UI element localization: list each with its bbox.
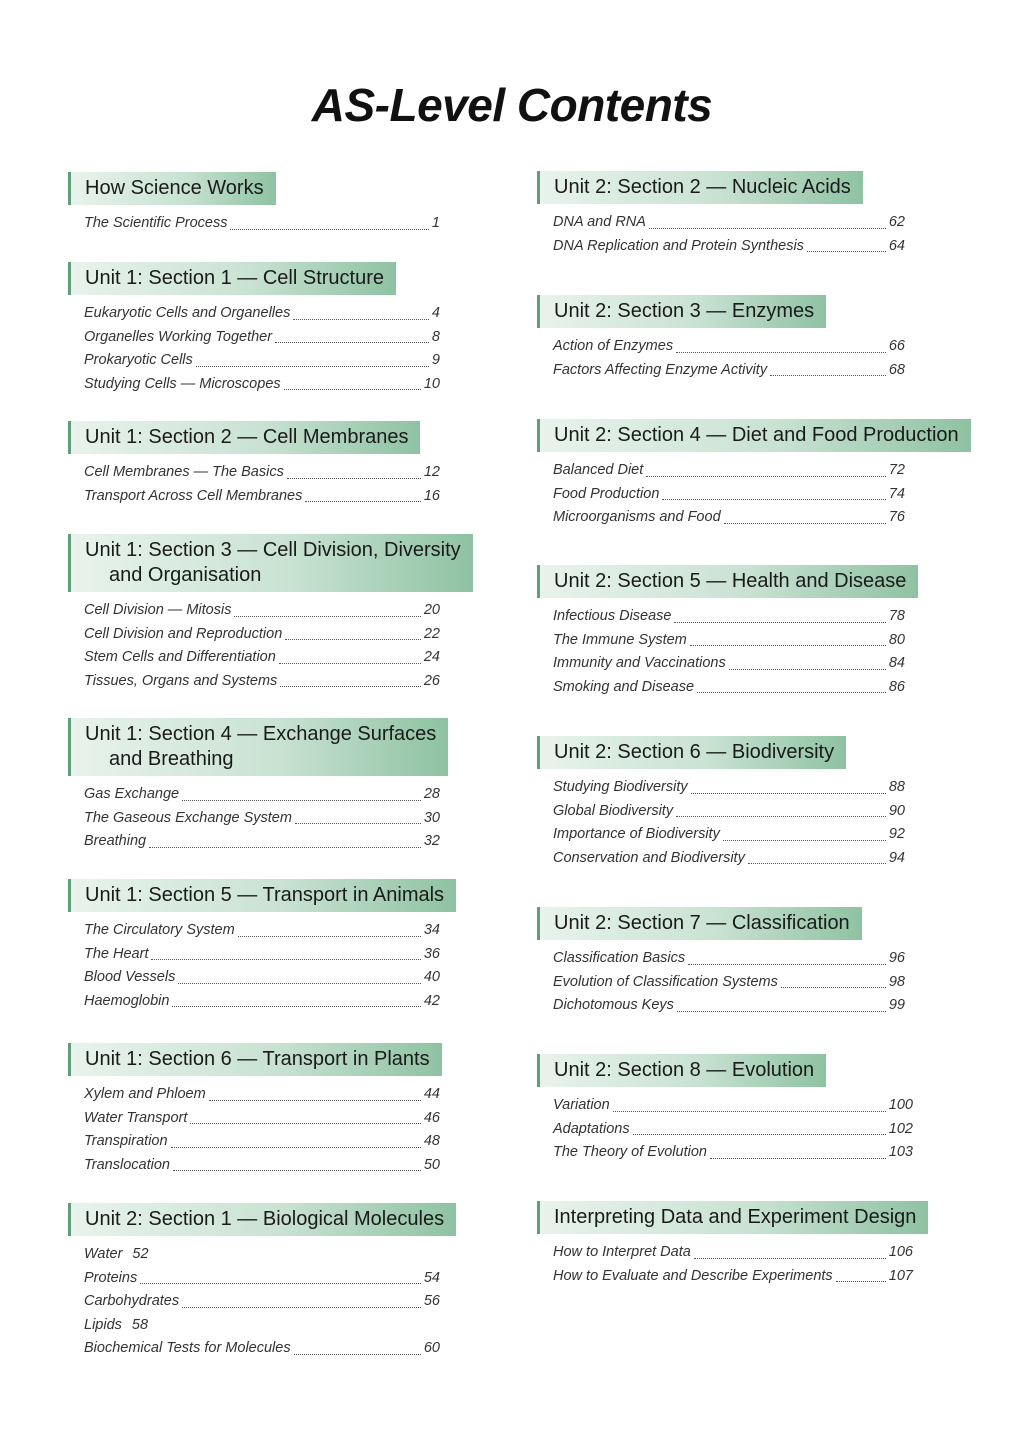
entry-title: The Scientific Process (84, 215, 228, 231)
toc-entry[interactable] (553, 359, 905, 383)
entry-title: Lipids (84, 1316, 122, 1333)
toc-section (68, 1203, 456, 1361)
dot-leader (836, 1281, 886, 1282)
entry-title: Adaptations (553, 1120, 630, 1137)
entry-title: Studying Biodiversity (553, 779, 688, 795)
entry-title: Haemoglobin (84, 992, 170, 1009)
dot-leader (234, 616, 420, 617)
toc-entry[interactable] (84, 1243, 440, 1267)
dot-leader (305, 501, 420, 502)
toc-section (68, 1043, 442, 1177)
entry-title: Studying Cells — Microscopes (84, 375, 281, 392)
page-number: 52 (132, 1246, 149, 1262)
page-number: 26 (423, 672, 440, 689)
entry-title: Gas Exchange (84, 786, 180, 802)
section-header (68, 1043, 442, 1076)
section-header (537, 1054, 826, 1087)
toc-entry[interactable] (553, 994, 905, 1018)
dot-leader (295, 823, 421, 824)
entry-title: Global Biodiversity (553, 802, 674, 819)
entry-title: Conservation and Biodiversity (553, 849, 745, 866)
toc-entry[interactable] (553, 1141, 913, 1165)
section-header-line: Unit 2: Section 7 — Classification (554, 912, 850, 934)
section-header-line: Unit 2: Section 8 — Evolution (554, 1059, 815, 1081)
entry-title: Action of Enzymes (553, 338, 674, 354)
page-number: 50 (423, 1156, 440, 1173)
page-number: 86 (888, 678, 905, 695)
section-header (537, 907, 862, 940)
dot-leader (677, 1011, 886, 1012)
page-number: 22 (423, 625, 440, 642)
entry-title: Xylem and Phloem (84, 1086, 206, 1102)
section-header-line: Unit 1: Section 3 — Cell Division, Diversity (85, 539, 461, 561)
dot-leader (172, 1006, 420, 1007)
page-number: 34 (423, 922, 440, 938)
dot-leader (230, 229, 428, 230)
section-header-line: Interpreting Data and Experiment Design (554, 1206, 917, 1228)
toc-section (68, 262, 440, 396)
section-header (68, 262, 396, 295)
toc-entry[interactable] (553, 605, 905, 629)
dot-leader (781, 987, 886, 988)
toc-section (68, 172, 440, 236)
entry-list (537, 1094, 913, 1165)
toc-entry[interactable] (553, 459, 905, 483)
page-number: 84 (888, 655, 905, 672)
toc-entry[interactable] (553, 652, 905, 676)
page-number: 106 (888, 1244, 913, 1260)
dot-leader (171, 1147, 421, 1148)
page-number: 8 (431, 328, 440, 345)
toc-section (537, 565, 918, 699)
page-number: 40 (423, 969, 440, 986)
page-number: 16 (423, 487, 440, 504)
toc-entry[interactable] (84, 1130, 440, 1154)
toc-section (537, 295, 905, 382)
page-number: 90 (888, 802, 905, 819)
dot-leader (284, 389, 421, 390)
toc-entry[interactable] (553, 506, 905, 530)
section-header-line: Unit 2: Section 2 — Nucleic Acids (554, 176, 851, 198)
dot-leader (729, 669, 886, 670)
toc-entry[interactable] (553, 211, 905, 235)
page-number: 28 (423, 786, 440, 802)
entry-title: Smoking and Disease (553, 678, 695, 695)
toc-entry[interactable] (553, 335, 905, 359)
entry-title: Organelles Working Together (84, 328, 273, 345)
toc-entry[interactable] (553, 629, 905, 653)
toc-entry[interactable] (84, 807, 440, 831)
entry-title: Factors Affecting Enzyme Activity (553, 361, 768, 378)
section-header (68, 718, 448, 776)
page-number: 44 (423, 1086, 440, 1102)
entry-list (68, 1083, 440, 1177)
section-header (68, 534, 473, 592)
entry-title: Cell Division and Reproduction (84, 625, 283, 642)
toc-section (68, 718, 448, 854)
toc-entry[interactable] (84, 1154, 440, 1178)
entry-list (68, 1243, 440, 1361)
dot-leader (280, 686, 421, 687)
toc-entry[interactable] (553, 971, 905, 995)
toc-entry[interactable] (553, 800, 905, 824)
entry-list (68, 212, 440, 236)
dot-leader (662, 499, 885, 500)
toc-section (537, 1201, 928, 1288)
toc-entry[interactable] (84, 783, 440, 807)
toc-entry[interactable] (84, 485, 440, 509)
dot-leader (190, 1123, 420, 1124)
page-number: 46 (423, 1109, 440, 1126)
toc-entry[interactable] (84, 646, 440, 670)
page-number: 20 (423, 602, 440, 618)
entry-title: The Heart (84, 945, 149, 962)
dot-leader (748, 863, 886, 864)
dot-leader (633, 1134, 886, 1135)
entry-title: Importance of Biodiversity (553, 826, 720, 843)
entry-title: Evolution of Classification Systems (553, 973, 778, 990)
dot-leader (238, 936, 421, 937)
entry-list (68, 461, 440, 508)
entry-title: Prokaryotic Cells (84, 352, 193, 369)
dot-leader (178, 983, 421, 984)
entry-list (537, 211, 905, 258)
toc-entry[interactable] (553, 947, 905, 971)
toc-entry[interactable] (84, 1083, 440, 1107)
section-header (68, 172, 276, 205)
section-header (68, 1203, 456, 1236)
toc-entry[interactable] (553, 823, 905, 847)
entry-title: Tissues, Organs and Systems (84, 672, 278, 689)
entry-title: Water (84, 1246, 123, 1262)
entry-title: Stem Cells and Differentiation (84, 649, 276, 666)
toc-entry[interactable] (553, 1241, 913, 1265)
page-number: 1 (431, 215, 440, 231)
dot-leader (613, 1111, 886, 1112)
entry-title: Microorganisms and Food (553, 509, 721, 526)
toc-entry[interactable] (84, 599, 440, 623)
dot-leader (688, 964, 886, 965)
dot-leader (646, 476, 886, 477)
toc-entry[interactable] (84, 966, 440, 990)
entry-title: Blood Vessels (84, 969, 176, 986)
toc-entry[interactable] (84, 1314, 440, 1338)
entry-title: Water Transport (84, 1109, 188, 1126)
toc-entry[interactable] (553, 676, 905, 700)
toc-section (68, 421, 440, 508)
dot-leader (676, 816, 886, 817)
toc-entry[interactable] (84, 212, 440, 236)
page-number: 56 (423, 1293, 440, 1310)
entry-title: Immunity and Vaccinations (553, 655, 726, 672)
entry-list (537, 335, 905, 382)
page-number: 64 (888, 237, 905, 254)
toc-entry[interactable] (84, 623, 440, 647)
page-number: 76 (888, 509, 905, 526)
section-header-continuation: and Breathing (109, 748, 234, 770)
toc-entry[interactable] (553, 1118, 913, 1142)
page-number: 58 (131, 1316, 149, 1333)
entry-title: Carbohydrates (84, 1293, 180, 1310)
toc-entry[interactable] (84, 349, 440, 373)
entry-title: Variation (553, 1097, 610, 1113)
dot-leader (676, 352, 886, 353)
entry-list (68, 599, 440, 693)
page-number: 10 (423, 375, 440, 392)
page-number: 68 (888, 361, 905, 378)
toc-entry[interactable] (84, 461, 440, 485)
section-header (537, 419, 971, 452)
entry-title: Translocation (84, 1156, 170, 1173)
section-header-line: Unit 2: Section 3 — Enzymes (554, 300, 815, 322)
entry-title: DNA Replication and Protein Synthesis (553, 237, 804, 254)
section-header-line: Unit 1: Section 1 — Cell Structure (85, 267, 385, 289)
page-number: 102 (888, 1120, 913, 1137)
page-number: 92 (888, 826, 905, 843)
entry-title: Cell Membranes — The Basics (84, 464, 284, 480)
section-header (537, 565, 918, 598)
toc-entry[interactable] (553, 776, 905, 800)
page-number: 88 (888, 779, 905, 795)
toc-section (537, 907, 905, 1018)
section-header-line: Unit 1: Section 2 — Cell Membranes (85, 426, 409, 448)
entry-title: Breathing (84, 833, 147, 850)
dot-leader (149, 847, 421, 848)
page-number: 42 (423, 992, 440, 1009)
page-number: 60 (423, 1340, 440, 1357)
dot-leader (710, 1158, 886, 1159)
entry-title: Food Production (553, 485, 660, 502)
toc-entry[interactable] (84, 670, 440, 694)
section-header (537, 1201, 928, 1234)
dot-leader (294, 1354, 421, 1355)
page-number: 66 (888, 338, 905, 354)
toc-entry[interactable] (84, 1107, 440, 1131)
dot-leader (691, 793, 886, 794)
dot-leader (182, 1307, 421, 1308)
entry-title: Cell Division — Mitosis (84, 602, 232, 618)
toc-section (537, 1054, 913, 1165)
toc-section (537, 171, 905, 258)
toc-entry[interactable] (84, 326, 440, 350)
entry-title: The Immune System (553, 631, 687, 648)
section-header-line: Unit 1: Section 4 — Exchange Surfaces (85, 723, 437, 745)
entry-title: How to Evaluate and Describe Experiments (553, 1267, 833, 1284)
section-header-line: Unit 2: Section 5 — Health and Disease (554, 570, 907, 592)
toc-entry[interactable] (553, 1094, 913, 1118)
dot-leader (196, 366, 429, 367)
entry-title: The Theory of Evolution (553, 1144, 707, 1161)
page-number: 32 (423, 833, 440, 850)
toc-section (68, 534, 473, 693)
page-number: 36 (423, 945, 440, 962)
dot-leader (279, 663, 421, 664)
entry-list (537, 1241, 913, 1288)
dot-leader (209, 1100, 421, 1101)
section-header (537, 736, 846, 769)
section-header (68, 879, 456, 912)
dot-leader (724, 523, 886, 524)
toc-section (68, 879, 456, 1013)
entry-title: Balanced Diet (553, 462, 644, 478)
toc-entry[interactable] (553, 1265, 913, 1289)
section-header (537, 171, 863, 204)
dot-leader (694, 1258, 886, 1259)
section-header-line: Unit 2: Section 1 — Biological Molecules (85, 1208, 445, 1230)
page-number: 24 (423, 649, 440, 666)
page-number: 72 (888, 462, 905, 478)
entry-title: Biochemical Tests for Molecules (84, 1340, 291, 1357)
dot-leader (770, 375, 886, 376)
entry-title: Transport Across Cell Membranes (84, 487, 303, 504)
dot-leader (151, 959, 420, 960)
entry-title: Dichotomous Keys (553, 997, 674, 1014)
section-header-line: How Science Works (85, 177, 264, 199)
dot-leader (173, 1170, 421, 1171)
entry-title: Classification Basics (553, 950, 686, 966)
toc-entry[interactable] (84, 1290, 440, 1314)
page-number: 99 (888, 997, 905, 1014)
page-number: 48 (423, 1133, 440, 1150)
entry-title: How to Interpret Data (553, 1244, 691, 1260)
dot-leader (649, 228, 886, 229)
entry-list (537, 459, 905, 530)
dot-leader (140, 1283, 421, 1284)
page-number: 107 (888, 1267, 913, 1284)
dot-leader (697, 692, 886, 693)
dot-leader (182, 800, 421, 801)
toc-entry[interactable] (84, 943, 440, 967)
page-number: 30 (423, 809, 440, 826)
section-header-line: Unit 1: Section 5 — Transport in Animals (85, 884, 445, 906)
section-header (68, 421, 420, 454)
page-number: 74 (888, 485, 905, 502)
section-header (537, 295, 826, 328)
entry-title: DNA and RNA (553, 214, 646, 230)
toc-entry[interactable] (553, 235, 905, 259)
dot-leader (674, 622, 885, 623)
page-number: 9 (431, 352, 440, 369)
entry-list (537, 605, 905, 699)
entry-title: Transpiration (84, 1133, 168, 1150)
toc-entry[interactable] (553, 847, 905, 871)
entry-list (537, 947, 905, 1018)
toc-entry[interactable] (84, 830, 440, 854)
dot-leader (275, 342, 429, 343)
page-number: 80 (888, 631, 905, 648)
dot-leader (690, 645, 886, 646)
entry-title: The Gaseous Exchange System (84, 809, 292, 826)
toc-entry[interactable] (84, 919, 440, 943)
entry-list (68, 783, 440, 854)
page-number: 12 (423, 464, 440, 480)
section-header-line: Unit 1: Section 6 — Transport in Plants (85, 1048, 430, 1070)
entry-list (68, 919, 440, 1013)
entry-title: Eukaryotic Cells and Organelles (84, 305, 291, 321)
page-number: 62 (888, 214, 905, 230)
toc-entry[interactable] (553, 483, 905, 507)
section-header-line: Unit 2: Section 6 — Biodiversity (554, 741, 835, 763)
entry-title: Infectious Disease (553, 608, 672, 624)
page-number: 4 (431, 305, 440, 321)
toc-entry[interactable] (84, 373, 440, 397)
page-number: 103 (888, 1144, 913, 1161)
section-header-line: Unit 2: Section 4 — Diet and Food Production (554, 424, 959, 446)
page-number: 98 (888, 973, 905, 990)
page-number: 96 (888, 950, 905, 966)
entry-list (537, 776, 905, 870)
dot-leader (285, 639, 421, 640)
page-number: 94 (888, 849, 905, 866)
toc-entry[interactable] (84, 1337, 440, 1361)
section-header-continuation: and Organisation (109, 564, 262, 586)
page-number: 54 (423, 1269, 440, 1286)
page-number: 78 (888, 608, 905, 624)
toc-section (537, 736, 905, 870)
dot-leader (807, 251, 886, 252)
page-title: AS-Level Contents (311, 79, 713, 131)
dot-leader (293, 319, 429, 320)
entry-title: Proteins (84, 1269, 138, 1286)
toc-entry[interactable] (84, 1267, 440, 1291)
dot-leader (287, 478, 421, 479)
entry-list (68, 302, 440, 396)
page-number: 100 (888, 1097, 913, 1113)
toc-section (537, 419, 971, 530)
dot-leader (723, 840, 886, 841)
entry-title: The Circulatory System (84, 922, 235, 938)
toc-entry[interactable] (84, 990, 440, 1014)
toc-entry[interactable] (84, 302, 440, 326)
